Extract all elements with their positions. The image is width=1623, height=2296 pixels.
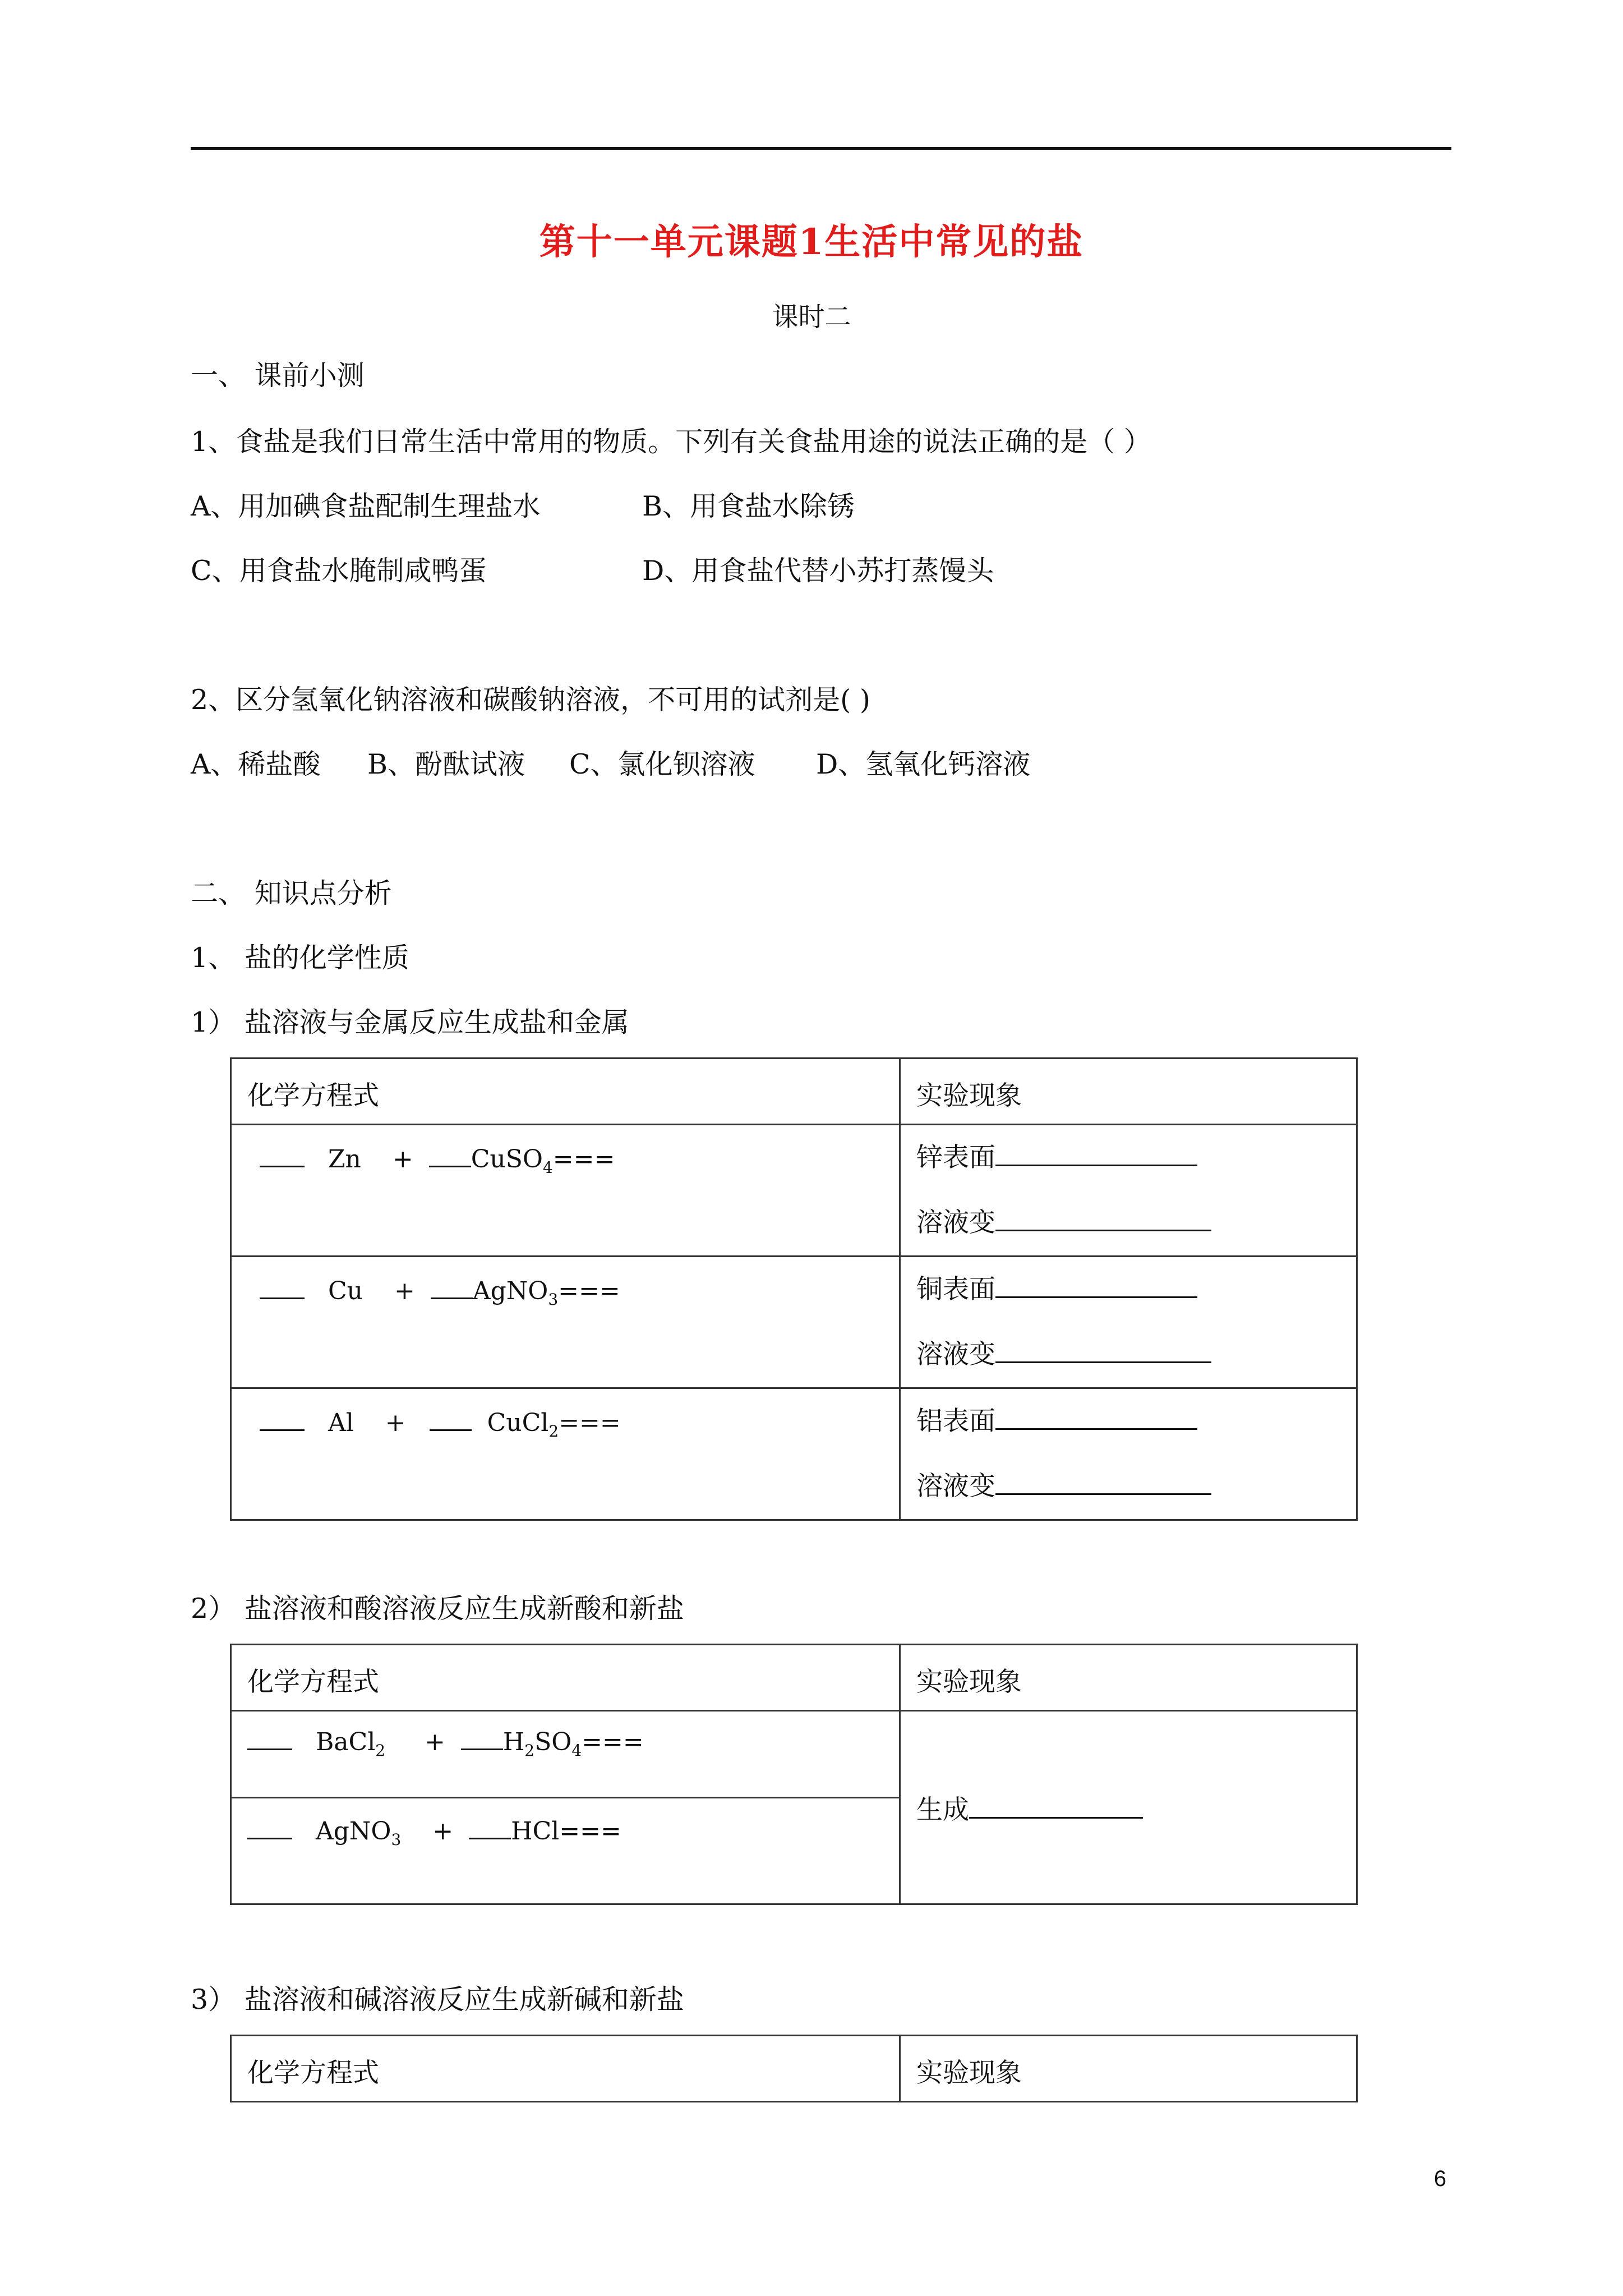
subsection-3-heading: 3） 盐溶液和碱溶液反应生成新碱和新盐 xyxy=(191,1984,684,2016)
table-acid-reactions xyxy=(230,1644,1358,1905)
section1-heading: 一、 课前小测 xyxy=(191,360,365,392)
subscript: 3 xyxy=(548,1290,559,1309)
subsection-2-heading: 2） 盐溶液和酸溶液反应生成新酸和新盐 xyxy=(191,1593,684,1625)
q2-stem: 2、区分氢氧化钠溶液和碳酸钠溶液，不可用的试剂是( ) xyxy=(191,684,870,716)
reactant-1: Cu xyxy=(328,1277,363,1305)
equals-sign: === xyxy=(582,1728,644,1756)
page-title: 第十一单元课题1生活中常见的盐 xyxy=(539,221,1084,263)
q2-option-b: B、酚酞试液 xyxy=(367,748,525,780)
phenomenon-label: 锌表面 xyxy=(916,1142,995,1173)
answer-blank[interactable] xyxy=(995,1404,1197,1430)
col-header-phenomenon: 实验现象 xyxy=(916,1080,1022,1111)
coefficient-blank[interactable] xyxy=(260,1141,305,1167)
plus-sign: + xyxy=(425,1728,445,1756)
subscript: 3 xyxy=(391,1830,402,1849)
equals-sign: === xyxy=(559,1817,621,1846)
subscript: 2 xyxy=(375,1741,386,1760)
reactant-2: H xyxy=(502,1728,525,1756)
section2-heading: 二、 知识点分析 xyxy=(191,877,392,909)
col-header-phenomenon: 实验现象 xyxy=(916,1667,1022,1697)
answer-blank[interactable] xyxy=(995,1337,1211,1363)
answer-blank[interactable] xyxy=(995,1140,1197,1166)
phenomenon-label: 铜表面 xyxy=(916,1274,995,1305)
reactant-2: CuSO xyxy=(471,1145,543,1174)
table-base-reactions xyxy=(230,2035,1358,2102)
reactant-1: Al xyxy=(328,1409,354,1437)
reactant-1: AgNO xyxy=(315,1817,391,1846)
q1-option-d: D、用食盐代替小苏打蒸馒头 xyxy=(642,555,994,587)
q1-option-b: B、用食盐水除锈 xyxy=(642,490,855,522)
q1-option-c: C、用食盐水腌制咸鸭蛋 xyxy=(191,555,487,587)
coefficient-blank[interactable] xyxy=(260,1405,305,1431)
equation-agno3-hcl xyxy=(232,1798,899,1849)
q2-option-d: D、氢氧化钙溶液 xyxy=(816,748,1031,780)
phenomenon-line xyxy=(916,1190,1356,1255)
phenomenon-label: 溶液变 xyxy=(916,1207,995,1238)
coefficient-blank[interactable] xyxy=(461,1724,503,1750)
answer-blank[interactable] xyxy=(995,1272,1197,1298)
equals-sign: === xyxy=(552,1145,615,1174)
reactant-2: AgNO xyxy=(472,1277,548,1305)
reactant-2: CuCl xyxy=(487,1409,549,1437)
plus-sign: + xyxy=(385,1409,406,1437)
equals-sign: === xyxy=(558,1277,620,1305)
coefficient-blank[interactable] xyxy=(247,1813,292,1839)
coefficient-blank[interactable] xyxy=(260,1273,305,1299)
coefficient-blank[interactable] xyxy=(429,1141,471,1167)
page-number: 6 xyxy=(1433,2166,1446,2191)
q1-stem: 1、食盐是我们日常生活中常用的物质。下列有关食盐用途的说法正确的是（ ） xyxy=(191,426,1151,458)
subscript: 2 xyxy=(524,1741,535,1760)
coefficient-blank[interactable] xyxy=(430,1405,472,1431)
header-rule xyxy=(191,147,1451,150)
answer-blank[interactable] xyxy=(995,1469,1211,1495)
reactant-1: Zn xyxy=(328,1145,361,1174)
phenomenon-line xyxy=(901,1789,1356,1826)
coefficient-blank[interactable] xyxy=(431,1273,473,1299)
knowledge-point-1: 1、 盐的化学性质 xyxy=(191,942,409,974)
phenomenon-line xyxy=(916,1322,1356,1387)
phenomenon-line xyxy=(916,1257,1356,1322)
table-row xyxy=(231,1388,1357,1520)
reactant-2-part: SO xyxy=(534,1728,572,1756)
phenomenon-label: 溶液变 xyxy=(916,1339,995,1370)
q2-option-a: A、稀盐酸 xyxy=(191,748,321,780)
equation-bacl2 xyxy=(232,1711,899,1760)
table-metal-reactions xyxy=(230,1057,1358,1521)
answer-blank[interactable] xyxy=(969,1792,1143,1819)
page-subtitle: 课时二 xyxy=(772,302,851,333)
reactant-2: HCl xyxy=(511,1817,560,1846)
subscript: 4 xyxy=(542,1158,553,1177)
col-header-phenomenon: 实验现象 xyxy=(916,2058,1022,2088)
phenomenon-label: 铝表面 xyxy=(916,1406,995,1437)
q2-option-c: C、氯化钡溶液 xyxy=(569,748,755,780)
subsection-1-heading: 1） 盐溶液与金属反应生成盐和金属 xyxy=(191,1006,629,1038)
plus-sign: + xyxy=(432,1817,454,1846)
phenomenon-line xyxy=(916,1389,1356,1454)
equals-sign: === xyxy=(559,1409,621,1437)
coefficient-blank[interactable] xyxy=(469,1813,511,1839)
reactant-1: BaCl xyxy=(315,1728,376,1756)
equation-zn xyxy=(232,1125,899,1177)
table-row xyxy=(231,1257,1357,1388)
subscript: 2 xyxy=(548,1421,559,1441)
col-header-equation: 化学方程式 xyxy=(247,1667,379,1697)
phenomenon-line xyxy=(916,1125,1356,1190)
col-header-equation: 化学方程式 xyxy=(247,1080,379,1111)
table-row xyxy=(231,1711,1357,1798)
table-row xyxy=(231,1125,1357,1257)
phenomenon-line xyxy=(916,1454,1356,1519)
col-header-equation: 化学方程式 xyxy=(247,2058,379,2088)
phenomenon-label: 生成 xyxy=(916,1794,969,1825)
answer-blank[interactable] xyxy=(995,1205,1211,1231)
q1-option-a: A、用加碘食盐配制生理盐水 xyxy=(191,490,541,522)
subscript: 4 xyxy=(571,1741,582,1760)
phenomenon-label: 溶液变 xyxy=(916,1471,995,1502)
plus-sign: + xyxy=(394,1277,415,1305)
plus-sign: + xyxy=(392,1145,413,1174)
equation-cu xyxy=(232,1257,899,1309)
equation-al xyxy=(232,1389,899,1441)
coefficient-blank[interactable] xyxy=(247,1724,292,1750)
